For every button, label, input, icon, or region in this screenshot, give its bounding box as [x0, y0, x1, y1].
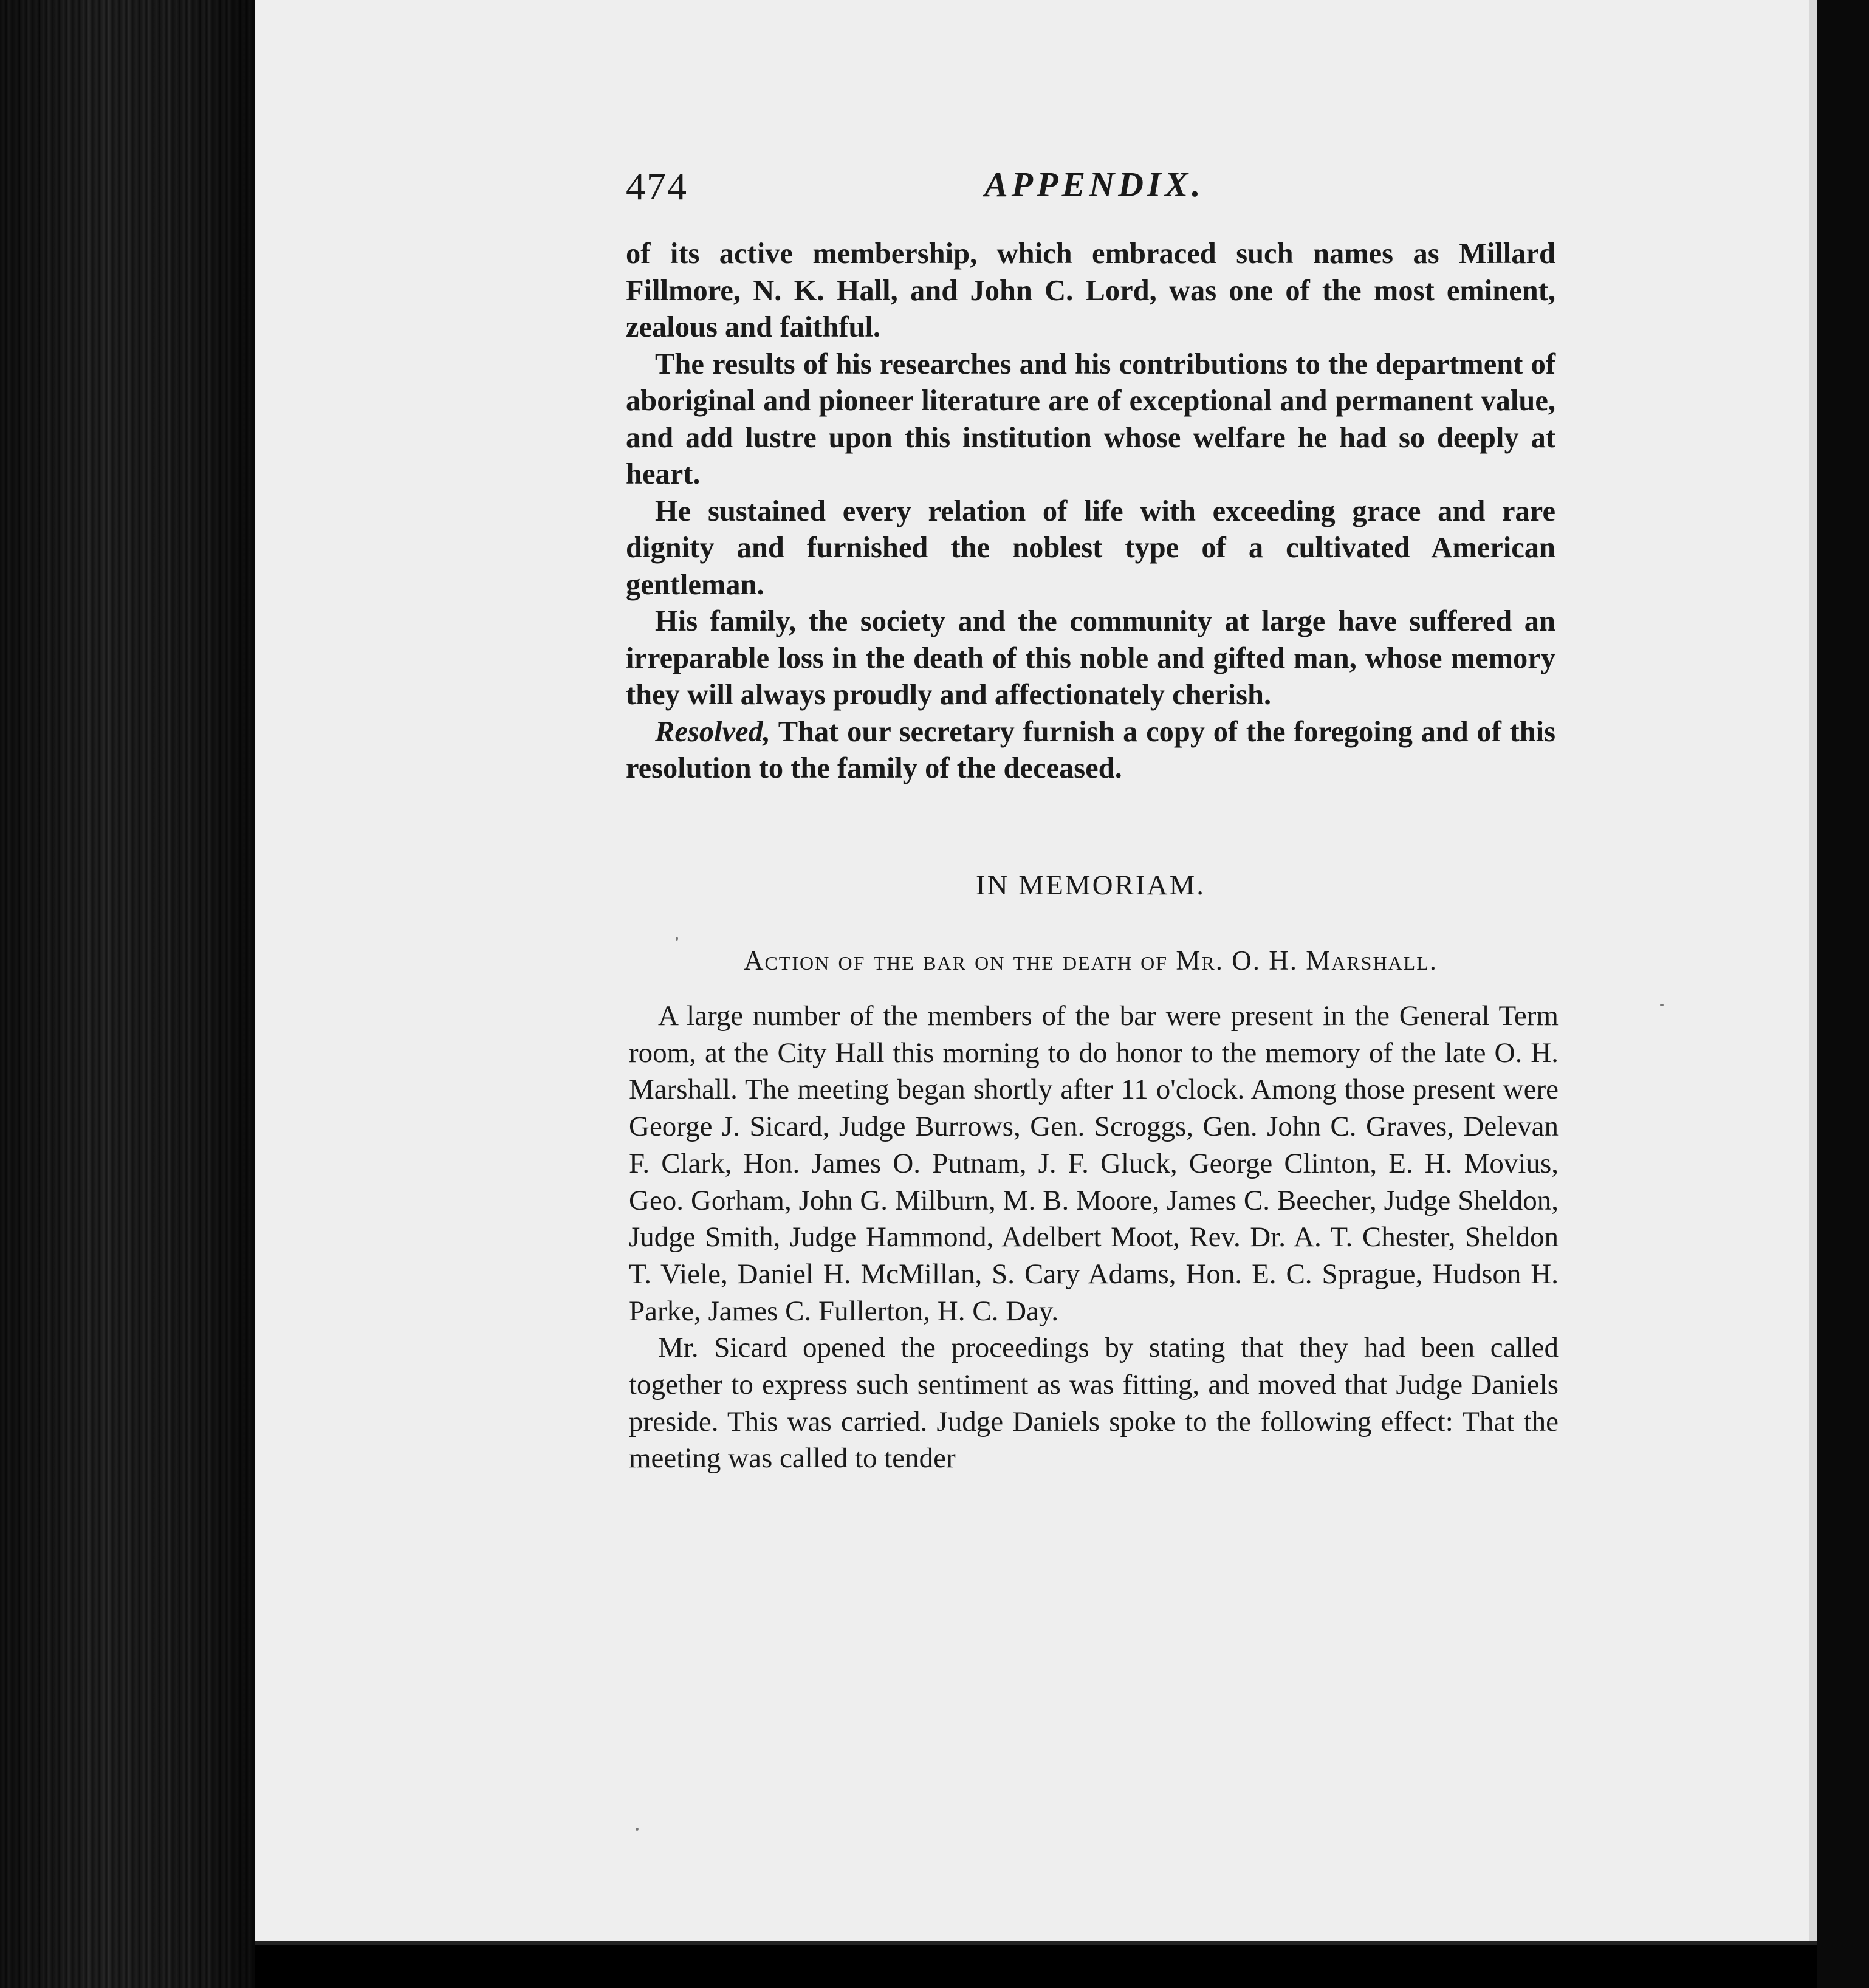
paragraph-attendees: A large number of the members of the bar were present in the General Term room, at the City Hall this morning to do honor to the memory of the late O. H. Marshall. The meeting began shortly after 11 o'clock. Among those present were George J. Sicard, Judge Burrows, Gen. Scroggs, Gen. John C. Graves, Delevan F. Clark, Hon. James O. Putnam, J. F. Gluck, George Clinton, E. H. Movius, Geo. Gorham, John G. Milburn, M. B. Moore, James C. Beecher, Judge Sheldon, Judge Smith, Judge Hammond, Adelbert Moot, Rev. Dr. A. T. Chester, Sheldon T. Viele, Daniel H. McMillan, S. Cary Adams, Hon. E. C. Sprague, Hudson H. Parke, James C. Fullerton, H. C. Day. — [629, 1000, 1559, 1327]
section-subheading: Action of the bar on the death of Mr. O. H. Marshall. — [743, 945, 1438, 976]
section-heading: IN MEMORIAM. — [975, 869, 1206, 901]
page-number: 474 — [626, 165, 688, 208]
memoriam-text — [629, 998, 1559, 1477]
resolved-label: Resolved, — [655, 715, 770, 748]
paragraph-family: His family, the society and the community at large have suffered an irreparable loss in the death of this noble and gifted man, whose memory they will always proudly and affectionately cherish. — [626, 605, 1555, 711]
paper-speck — [636, 1828, 639, 1831]
resolution-text — [626, 236, 1555, 787]
paragraph-relation: He sustained every relation of life with exceeding grace and rare dignity and furnished the noblest type of a cultivated American gentleman. — [626, 495, 1555, 601]
paragraph-researches: The results of his researches and his contributions to the department of aboriginal and pioneer literature are of exceptional and permanent value, and add lustre upon this institution whose welfare he had so deeply at heart. — [626, 348, 1555, 490]
paragraph-resolved — [626, 714, 1555, 787]
running-title: APPENDIX. — [984, 165, 1204, 204]
right-dark-border — [1817, 0, 1869, 1988]
resolved-text: That our secretary furnish a copy of the foregoing and of this resolution to the family of the deceased. — [626, 715, 1555, 784]
paper-speck — [676, 937, 678, 941]
book-edge-shadow — [0, 0, 255, 1988]
running-head — [626, 164, 1562, 219]
paper-speck — [1660, 1004, 1664, 1006]
paragraph-membership: of its active membership, which embraced such names as Millard Fillmore, N. K. Hall, and John C. Lord, was one of the most eminent, zealous and faithful. — [626, 238, 1555, 343]
paragraph-proceedings: Mr. Sicard opened the proceedings by stating that they had been called together to express such sentiment as was fitting, and moved that Judge Daniels preside. This was carried. Judge Daniels spoke to the following effect: That the meeting was called to tender — [629, 1332, 1559, 1475]
